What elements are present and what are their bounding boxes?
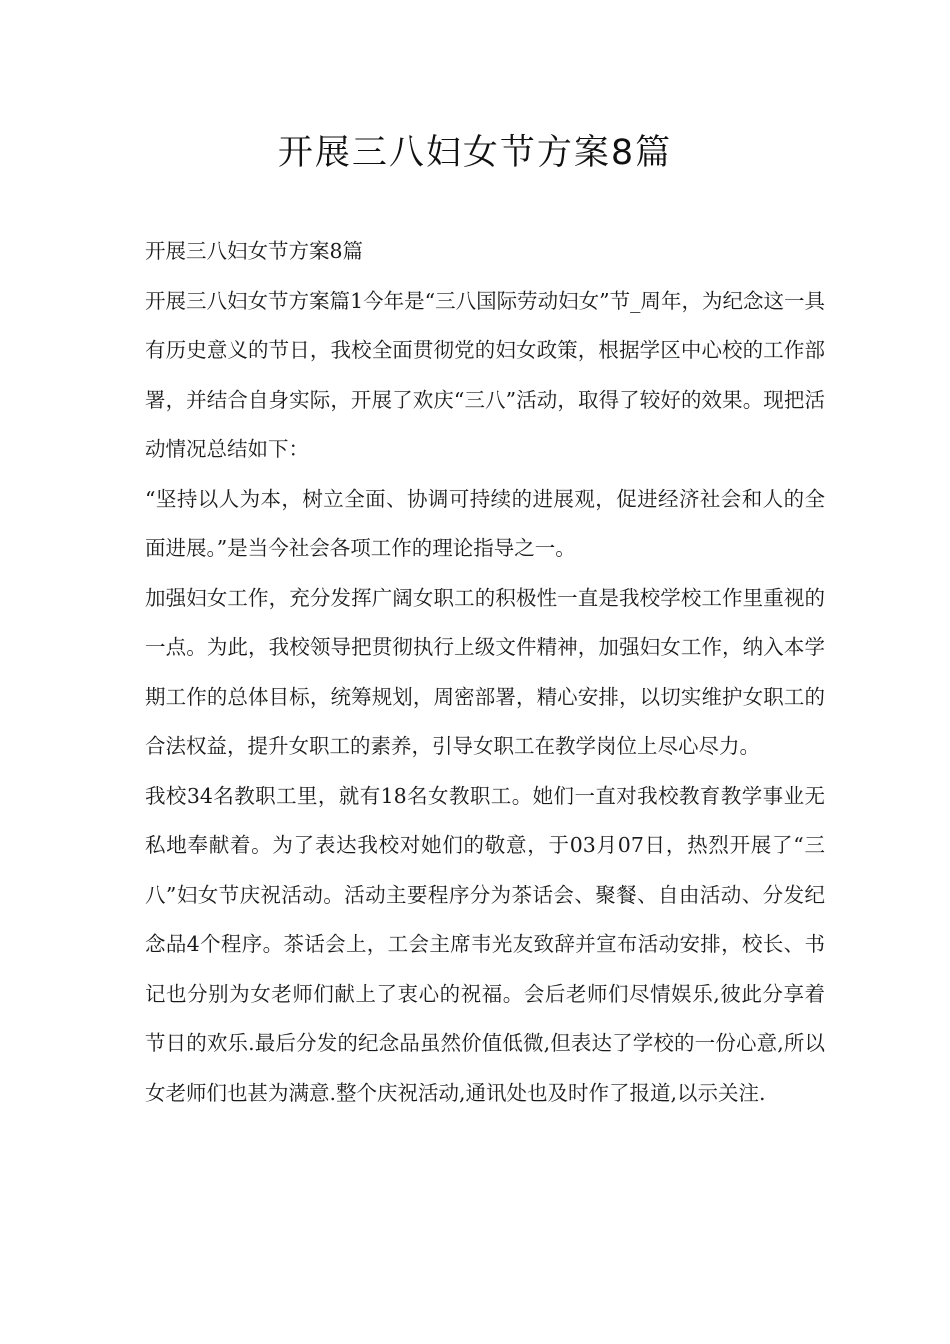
paragraph-intro: 开展三八妇女节方案篇1今年是“三八国际劳动妇女”节_周年，为纪念这一具有历史意义的节日，我校全面贯彻党的妇女政策，根据学区中心校的工作部署，并结合自身实际，开展了欢庆“三八”活动，取得了较好的效果。现把活动情况总结如下： [145,288,825,461]
paragraph-subtitle: 开展三八妇女节方案8篇 [145,239,364,263]
document-title: 开展三八妇女节方案8篇 [277,133,673,173]
paragraph-activity: 我校34名教职工里，就有18名女教职工。她们一直对我校教育教学事业无私地奉献着。为了表达我校对她们的敬意，于03月07日，热烈开展了“三八”妇女节庆祝活动。活动主要程序分为茶话会、聚餐、自由活动、分发纪念品4个程序。茶话会上，工会主席韦光友致辞并宣布活动安排，校长、书记也分别为女老师们献上了衷心的祝福。会后老师们尽情娱乐,彼此分享着节日的欢乐.最后分发的纪念品虽然价值低微,但表达了学校的一份心意,所以女老师们也甚为满意.整个庆祝活动,通讯处也及时作了报道,以示关注. [145,783,825,1105]
paragraph-work: 加强妇女工作，充分发挥广阔女职工的积极性一直是我校学校工作里重视的一点。为此，我校领导把贯彻执行上级文件精神，加强妇女工作，纳入本学期工作的总体目标，统筹规划，周密部署，精心安排，以切实维护女职工的合法权益，提升女职工的素养，引导女职工在教学岗位上尽心尽力。 [145,585,825,758]
paragraph-quote: “坚持以人为本，树立全面、协调可持续的进展观，促进经济社会和人的全面进展。”是当今社会各项工作的理论指导之一。 [145,486,825,560]
document-body [145,227,825,1118]
